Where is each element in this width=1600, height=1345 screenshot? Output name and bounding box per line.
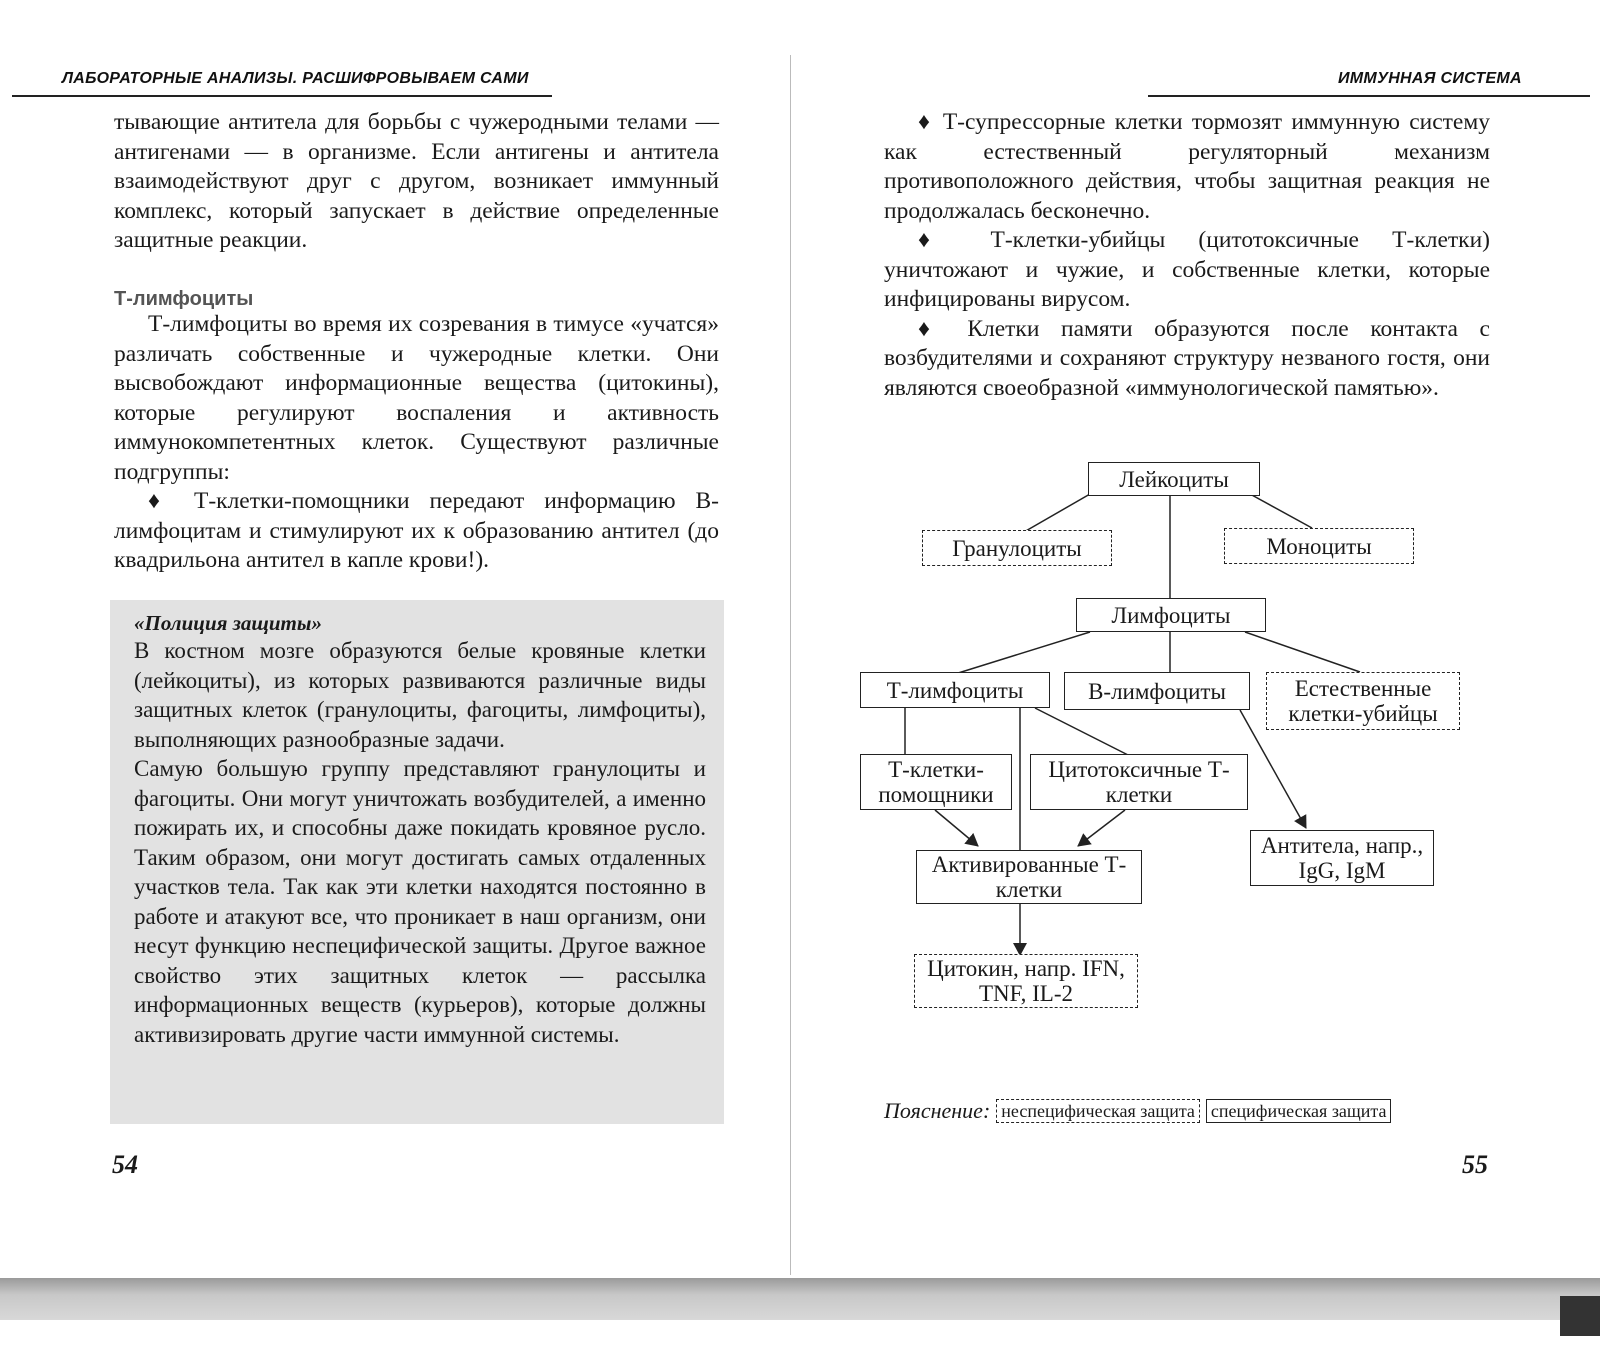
left-running-head: ЛАБОРАТОРНЫЕ АНАЛИЗЫ. РАСШИФРОВЫВАЕМ САМИ [62,70,529,87]
sidebar-paragraph-2: Самую большую группу представляют гранулоциты и фагоциты. Они могут уничтожать возбудителей, а именно пожирать их, и способны даже покидать кровяное русло. Таким образом, они могут достигать самых отдаленных участков тела. Так как эти клетки находятся постоянно в работе и атакуют все, что проникает в наш организм, они несут функцию неспецифической защиты. Другое важное свойство этих защитных клеток — рассылка информационных веществ (курьеров), которые должны активизировать другие части иммунной системы. [134,756,706,1047]
right-bullets-text [884,108,1490,403]
immune-cells-diagram [860,460,1510,1040]
left-page-number: 54 [112,1150,138,1179]
left-section-text [114,310,719,576]
section-heading: Т-лимфоциты [114,288,254,310]
node-granulocytes: Гранулоциты [922,530,1112,566]
node-cytotoxic-t-cells: Цитотоксичные Т-клетки [1030,754,1248,810]
right-head-rule [1148,95,1590,97]
node-leukocytes: Лейкоциты [1088,462,1260,496]
legend-specific: специфическая защита [1206,1099,1392,1123]
node-t-lymphocytes: Т-лимфоциты [860,672,1050,708]
node-b-lymphocytes: В-лимфоциты [1064,672,1250,710]
sidebar-paragraph-1: В костном мозге образуются белые кровяные клетки (лейкоциты), из которых развиваются различные виды защитных клеток (гранулоциты, фагоциты, лимфоциты), выполняющих разнообразные задачи. [134,638,706,752]
left-head-rule [12,95,552,97]
legend-nonspecific: неспецифическая защита [996,1099,1200,1123]
book-spine [790,55,791,1275]
node-antibodies: Антитела, напр., IgG, IgM [1250,830,1434,886]
bullet-memory-cells: ♦ Клетки памяти образуются после контакта с возбудителями и сохраняют структуру незваного гостя, они являются своеобразной «иммунологической памятью». [884,315,1490,401]
section-paragraph: Т-лимфоциты во время их созревания в тимусе «учатся» различать собственные и чужеродные клетки. Они высвобождают информационные вещества (цитокины), которые регулируют воспаления и активность иммунокомпетентных клеток. Существуют различные подгруппы: [114,311,719,485]
right-page-number: 55 [1462,1150,1488,1179]
legend-label: Пояснение: [884,1098,991,1123]
node-lymphocytes: Лимфоциты [1076,598,1266,632]
node-monocytes: Моноциты [1224,528,1414,564]
bullet-t-suppressors: ♦ Т-супрессорные клетки тормозят иммунную систему как естественный регуляторный механизм противоположного действия, чтобы защитная реакция не продолжалась бесконечно. [884,109,1490,224]
page-corner-shadow [1560,1296,1600,1336]
diagram-legend [884,1098,1391,1124]
node-activated-t-cells: Активированные Т-клетки [916,850,1142,904]
node-cytokines: Цитокин, напр. IFN, TNF, IL-2 [914,954,1138,1008]
node-nk-cells: Естественные клетки-убийцы [1266,672,1460,730]
node-t-helpers: Т-клетки-помощники [860,754,1012,810]
right-running-head: ИММУННАЯ СИСТЕМА [1338,70,1522,87]
bullet-t-killers: ♦ Т-клетки-убийцы (цитотоксичные Т-клетки) уничтожают и чужие, и собственные клетки, которые инфицированы вирусом. [884,227,1490,312]
bullet-t-helpers: ♦ Т-клетки-помощники передают информацию В-лимфоцитам и стимулируют их к образованию антител (до квадрильона антител в капле крови!). [114,488,719,573]
page-bottom-edge [0,1278,1600,1320]
intro-paragraph: тывающие антитела для борьбы с чужеродными телами — антигенами — в организме. Если антигены и антитела взаимодействуют друг с другом, возникает иммунный комплекс, который запускает в действие определенные защитные реакции. [114,109,719,253]
sidebar-box [110,600,724,1124]
sidebar-title: «Полиция защиты» [134,611,322,635]
left-intro-text [114,108,719,256]
